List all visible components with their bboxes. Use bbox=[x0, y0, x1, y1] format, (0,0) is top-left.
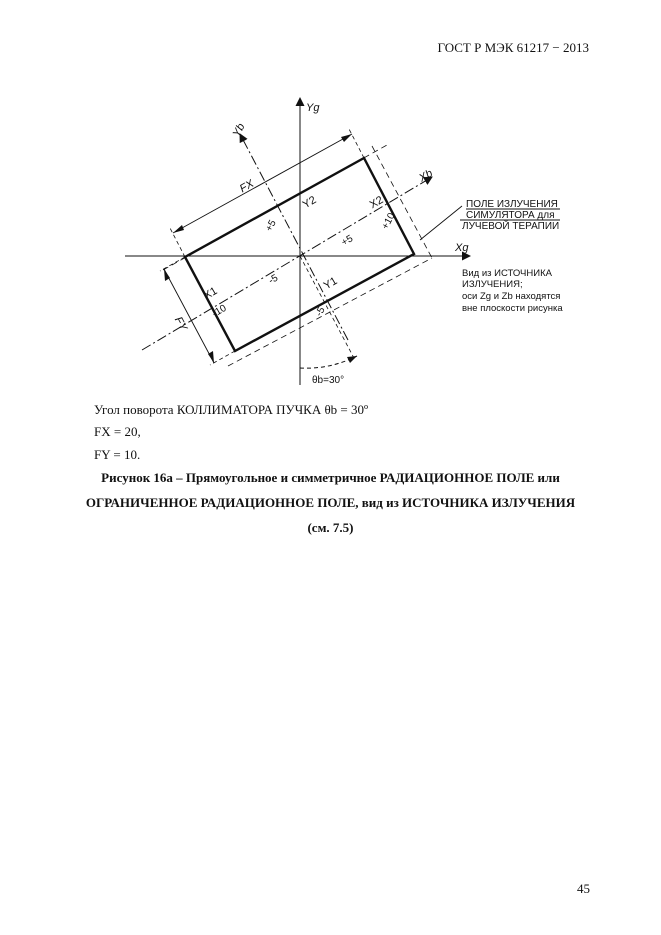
tick-minus5-yb: -5 bbox=[313, 305, 328, 319]
tick-minus5-xb: -5 bbox=[266, 272, 281, 287]
fx-dimension-line bbox=[173, 134, 352, 233]
tick-minus10: -10 bbox=[210, 302, 229, 320]
fx-extension-right bbox=[349, 129, 364, 158]
legend-leader bbox=[420, 206, 462, 240]
yb-label: Yb bbox=[230, 121, 248, 140]
angle-arc-arrow bbox=[347, 356, 357, 363]
standard-header: ГОСТ Р МЭК 61217 − 2013 bbox=[437, 40, 589, 55]
x2-label: X2 bbox=[367, 194, 386, 212]
rotation-angle-text: Угол поворота КОЛЛИМАТОРА ПУЧКА θb = 30º bbox=[94, 402, 369, 417]
figure-caption-line-2: ОГРАНИЧЕННОЕ РАДИАЦИОННОЕ ПОЛЕ, вид из ИСТОЧНИКА ИЗЛУЧЕНИЯ bbox=[85, 495, 576, 510]
y1-label: Y1 bbox=[321, 275, 340, 293]
fy-extension-top bbox=[160, 257, 185, 271]
tick-plus5-yb: +5 bbox=[263, 218, 279, 234]
fx-arrow-right bbox=[341, 134, 352, 142]
fy-value-text: FY = 10. bbox=[94, 447, 141, 462]
figure-caption-line-1: Рисунок 16а – Прямоугольное и симметричное РАДИАЦИОННОЕ ПОЛЕ или bbox=[101, 470, 560, 485]
legend-note-3: оси Zg и Zb находятся bbox=[462, 291, 561, 302]
fx-arrow-left bbox=[173, 225, 184, 233]
x1-label: X1 bbox=[201, 285, 220, 303]
xg-label: Xg bbox=[455, 242, 469, 254]
fx-label: FX bbox=[237, 177, 256, 196]
xb-label: Xb bbox=[417, 167, 435, 185]
legend-title-1: ПОЛЕ ИЗЛУЧЕНИЯ bbox=[466, 199, 558, 210]
fy-label: FY bbox=[171, 314, 190, 333]
fy-dimension-line bbox=[164, 269, 214, 363]
radiation-field-diagram bbox=[0, 0, 661, 400]
tick-plus5-xb: +5 bbox=[339, 233, 356, 249]
legend-note-4: вне плоскости рисунка bbox=[462, 303, 563, 314]
legend-note-2: ИЗЛУЧЕНИЯ; bbox=[462, 279, 523, 290]
legend-title-2: СИМУЛЯТОРА для bbox=[466, 210, 555, 221]
fx-extension-left bbox=[170, 228, 185, 257]
figure-caption-line-3: (см. 7.5) bbox=[307, 520, 354, 535]
yg-label: Yg bbox=[306, 102, 320, 114]
y2-label: Y2 bbox=[300, 194, 319, 212]
angle-ref-line bbox=[300, 256, 355, 360]
legend-title-3: ЛУЧЕВОЙ ТЕРАПИИ bbox=[462, 221, 560, 232]
tick-plus10: +10 bbox=[379, 211, 398, 232]
legend-note-1: Вид из ИСТОЧНИКА bbox=[462, 268, 552, 279]
angle-label: θb=30° bbox=[312, 375, 345, 386]
page-number: 45 bbox=[577, 881, 590, 896]
fx-value-text: FX = 20, bbox=[94, 424, 141, 439]
